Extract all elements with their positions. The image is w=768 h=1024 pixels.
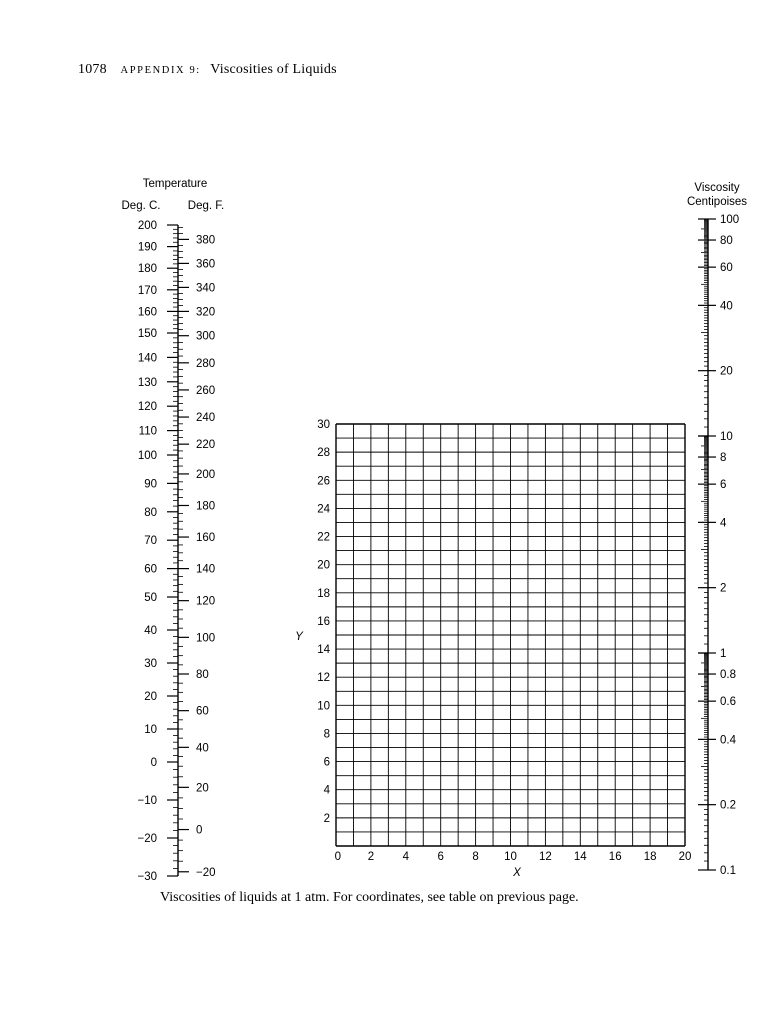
- page-number: 1078: [78, 62, 107, 77]
- y-tick-label: 2: [323, 812, 330, 825]
- grid-lines: [336, 424, 685, 846]
- fahrenheit-tick-label: 220: [196, 439, 216, 452]
- fahrenheit-tick-label: 80: [196, 669, 209, 681]
- viscosity-ticks: [698, 214, 739, 877]
- fahrenheit-tick-label: 240: [196, 412, 216, 425]
- viscosity-tick-label: 1: [720, 648, 727, 660]
- x-tick-label: 8: [472, 851, 479, 863]
- viscosity-title: Viscosity: [694, 182, 740, 194]
- fahrenheit-tick-label: 40: [196, 742, 209, 755]
- x-tick-label: 16: [608, 851, 622, 863]
- celsius-tick-label: 180: [137, 263, 157, 276]
- x-axis-label: X: [513, 867, 521, 879]
- y-tick-label: 24: [317, 503, 330, 516]
- celsius-tick-label: −20: [137, 833, 157, 845]
- viscosity-tick-label: 40: [720, 300, 733, 313]
- x-tick-label: 12: [539, 851, 552, 863]
- x-tick-label: 18: [643, 851, 657, 863]
- fahrenheit-tick-label: 360: [196, 258, 216, 271]
- y-tick-label: 18: [317, 587, 330, 600]
- celsius-tick-label: 20: [144, 691, 157, 703]
- y-tick-label: 8: [323, 728, 330, 741]
- grid-tick-labels: [317, 419, 691, 863]
- fahrenheit-tick-label: 0: [196, 824, 203, 837]
- page-title: Viscosities of Liquids: [210, 62, 337, 77]
- y-axis-label: Y: [295, 631, 303, 643]
- viscosity-tick-label: 0.8: [720, 669, 736, 682]
- celsius-tick-label: 110: [138, 425, 157, 438]
- viscosity-tick-label: 60: [720, 262, 733, 275]
- celsius-tick-label: 160: [137, 306, 157, 319]
- celsius-tick-label: 130: [137, 376, 157, 389]
- x-tick-label: 14: [573, 851, 587, 863]
- figure-caption: Viscosities of liquids at 1 atm. For coordinates, see table on previous page.: [160, 890, 579, 905]
- celsius-tick-label: 40: [144, 625, 157, 637]
- fahrenheit-tick-label: −20: [196, 866, 216, 879]
- viscosity-tick-label: 2: [720, 582, 727, 595]
- y-tick-label: 26: [317, 475, 330, 488]
- viscosity-tick-label: 8: [720, 452, 727, 465]
- celsius-tick-label: −30: [137, 871, 157, 883]
- celsius-tick-label: 50: [144, 592, 157, 604]
- x-tick-label: 2: [367, 851, 375, 863]
- fahrenheit-tick-label: 260: [196, 384, 216, 397]
- celsius-tick-label: 90: [144, 478, 157, 491]
- fahrenheit-tick-label: 280: [196, 357, 216, 370]
- fahrenheit-tick-label: 180: [196, 500, 216, 513]
- y-tick-label: 28: [317, 447, 330, 460]
- celsius-tick-label: 0: [150, 757, 157, 769]
- viscosity-tick-label: 100: [720, 214, 740, 226]
- viscosity-tick-label: 0.2: [720, 799, 736, 812]
- fahrenheit-label: Deg. F.: [187, 200, 225, 212]
- celsius-tick-label: 140: [137, 352, 157, 365]
- fahrenheit-tick-label: 300: [196, 330, 216, 343]
- celsius-tick-label: 120: [137, 401, 157, 414]
- y-tick-label: 16: [317, 615, 330, 628]
- viscosity-tick-label: 20: [720, 365, 733, 378]
- fahrenheit-tick-label: 160: [196, 532, 216, 545]
- fahrenheit-tick-label: 100: [196, 632, 216, 645]
- temperature-title: Temperature: [142, 178, 208, 190]
- x-tick-label: 20: [678, 851, 692, 863]
- viscosity-tick-label: 10: [720, 431, 733, 443]
- temperature-ticks: [137, 220, 215, 883]
- temperature-scale: [122, 178, 225, 883]
- fahrenheit-tick-label: 340: [196, 282, 216, 295]
- y-tick-label: 30: [317, 419, 330, 431]
- celsius-tick-label: 150: [137, 328, 157, 340]
- fahrenheit-tick-label: 120: [196, 595, 216, 608]
- y-tick-label: 20: [317, 559, 330, 572]
- viscosity-tick-label: 80: [720, 235, 733, 248]
- viscosity-tick-label: 4: [720, 517, 727, 530]
- x-tick-label: 4: [402, 851, 410, 863]
- celsius-tick-label: −10: [137, 795, 157, 807]
- celsius-tick-label: 190: [137, 241, 157, 254]
- fahrenheit-tick-label: 20: [196, 782, 209, 795]
- fahrenheit-tick-label: 60: [196, 705, 209, 718]
- celsius-tick-label: 30: [144, 658, 157, 670]
- y-tick-label: 4: [323, 784, 330, 797]
- viscosity-tick-label: 0.6: [720, 696, 736, 709]
- viscosity-unit: Centipoises: [686, 196, 748, 208]
- y-tick-label: 22: [317, 531, 330, 544]
- celsius-tick-label: 170: [137, 284, 157, 297]
- viscosity-scale: [687, 182, 747, 877]
- fahrenheit-tick-label: 140: [196, 563, 216, 576]
- celsius-tick-label: 60: [144, 563, 157, 576]
- x-tick-label: 0: [334, 851, 341, 863]
- fahrenheit-tick-label: 320: [196, 306, 216, 319]
- y-tick-label: 14: [317, 644, 330, 657]
- celsius-tick-label: 100: [137, 450, 157, 462]
- x-tick-label: 10: [504, 851, 517, 863]
- celsius-tick-label: 80: [144, 506, 157, 519]
- appendix-label: APPENDIX 9:: [120, 65, 201, 76]
- y-tick-label: 12: [317, 672, 330, 685]
- fahrenheit-tick-label: 200: [196, 468, 216, 481]
- y-tick-label: 10: [317, 700, 330, 713]
- viscosity-tick-label: 0.4: [720, 734, 736, 747]
- celsius-tick-label: 10: [144, 724, 157, 736]
- x-tick-label: 6: [437, 851, 444, 863]
- viscosity-tick-label: 0.1: [720, 865, 736, 877]
- celsius-tick-label: 200: [137, 220, 157, 232]
- coordinate-grid: [295, 419, 691, 879]
- fahrenheit-tick-label: 380: [196, 234, 216, 247]
- celsius-tick-label: 70: [144, 535, 157, 548]
- celsius-label: Deg. C.: [121, 200, 161, 212]
- viscosity-tick-label: 6: [720, 479, 727, 492]
- y-tick-label: 6: [323, 756, 330, 769]
